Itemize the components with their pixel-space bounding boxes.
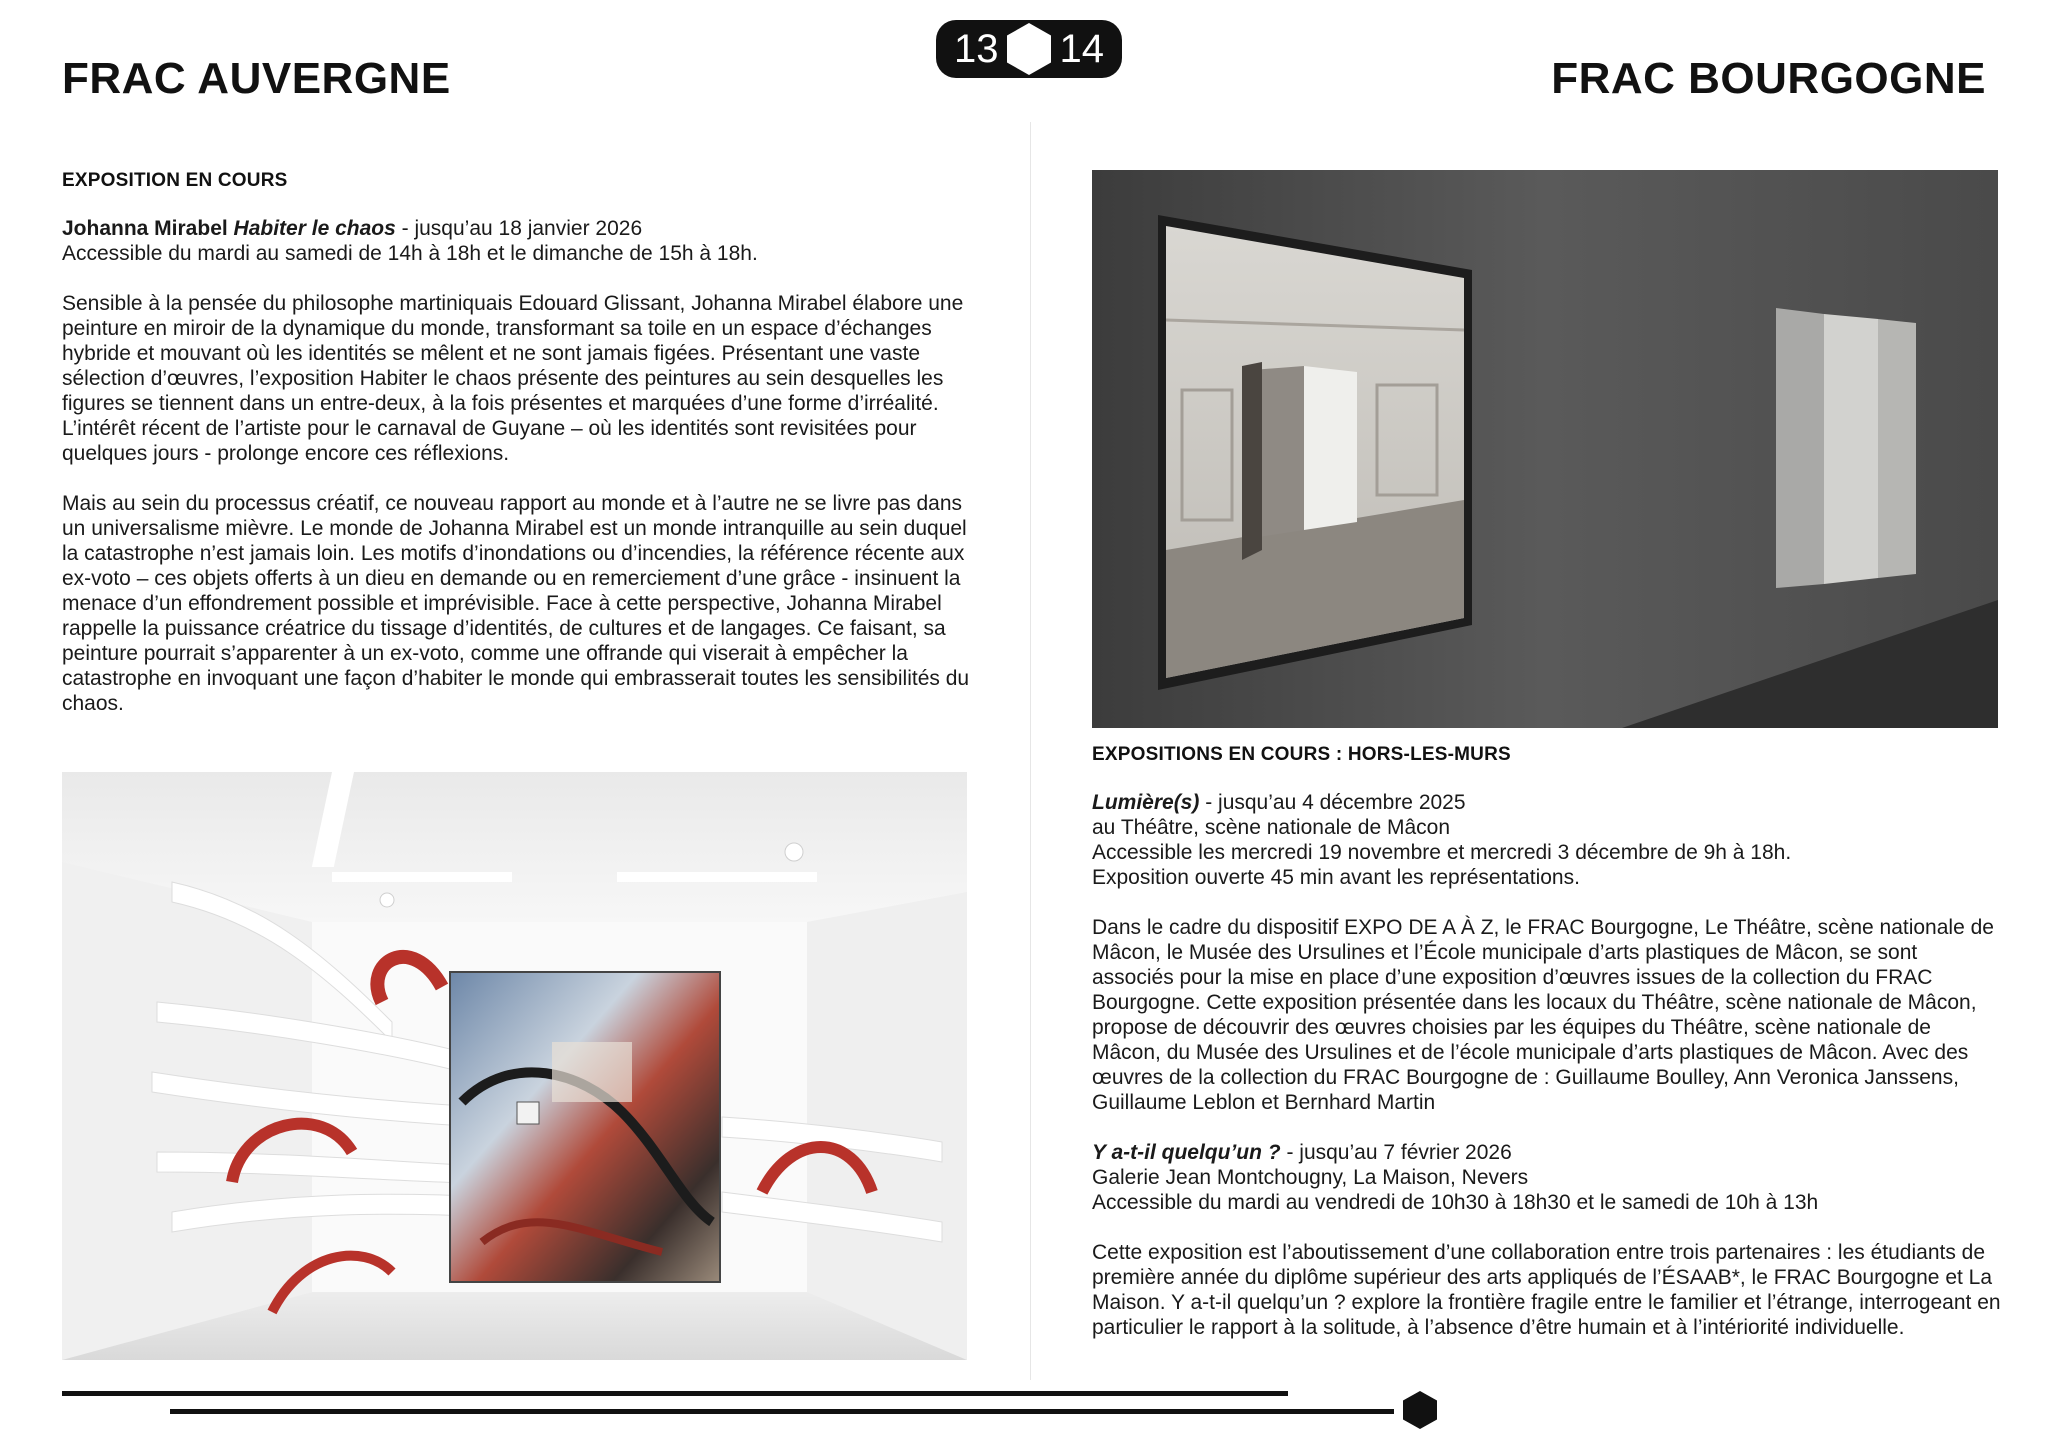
page-number-badge (936, 20, 1122, 78)
page-title-right: FRAC BOURGOGNE (1551, 54, 1986, 103)
gallery-installation-image (62, 772, 967, 1360)
right-article (1092, 790, 2002, 1340)
exhibition-dates: - jusqu’au 18 janvier 2026 (401, 217, 643, 240)
exhibition-header (62, 216, 972, 266)
exhibition-title: Habiter le chaos (233, 217, 396, 240)
page-title-left: FRAC AUVERGNE (62, 54, 451, 103)
left-article (62, 216, 972, 716)
exhibition-1-dates: - jusqu’au 4 décembre 2025 (1205, 791, 1466, 814)
artist-name: Johanna Mirabel (62, 217, 228, 240)
exhibition-photo-habiter-le-chaos (62, 772, 967, 1360)
exhibition-1-venue: au Théâtre, scène nationale de Mâcon (1092, 816, 1451, 839)
exhibition-1-title: Lumière(s) (1092, 791, 1200, 814)
article-paragraph-2: Mais au sein du processus créatif, ce nouveau rapport au monde et à l’autre ne se livre pas dans un universalisme mièvre. Le monde de Johanna Mirabel est un monde intranquille au sein duquel la catastrophe n’est jamais loin. Les motifs d’inondations ou d’incendies, la référence récente aux ex-voto – ces objets offerts à un dieu en demande ou en remerciement d’une grâce - insinuent la menace d’un effondrement possible et imprévisible. Face à cette perspective, Johanna Mirabel rappelle la puissance créatrice du tissage d’identités, de cultures et de langages. Ce faisant, sa peinture pourrait s’apparenter à un ex-voto, comme une offrande qui viserait à empêcher la catastrophe en invoquant une façon d’habiter le monde qui embrasserait toutes les sensibilités du chaos. (62, 492, 970, 715)
page-gutter-divider (1030, 122, 1031, 1380)
gallery-photograph-image (1092, 170, 1998, 728)
exhibition-2-header (1092, 1140, 2002, 1215)
exhibition-photo-lumieres (1092, 170, 1998, 728)
page-number-right: 14 (1059, 27, 1104, 71)
footer-rule-bottom (170, 1409, 1394, 1414)
exhibition-2-dates: - jusqu’au 7 février 2026 (1286, 1141, 1512, 1164)
footer-rule-top (62, 1391, 1288, 1396)
exhibition-1-hours: Accessible les mercredi 19 novembre et mercredi 3 décembre de 9h à 18h. (1092, 841, 1792, 864)
page-number-left: 13 (954, 27, 999, 71)
exhibition-1-note: Exposition ouverte 45 min avant les représentations. (1092, 866, 1580, 889)
exhibition-1-paragraph: Dans le cadre du dispositif EXPO DE A À Z, le FRAC Bourgogne, Le Théâtre, scène nationale de Mâcon, le Musée des Ursulines et l’École municipale d’arts plastiques de Mâcon, se sont associés pour la mise en place d’une exposition d’œuvres issues de la collection du FRAC Bourgogne. Cette exposition présentée dans les locaux du Théâtre, scène nationale de Mâcon, propose de découvrir des œuvres choisies par les équipes du Théâtre, scène nationale de Mâcon, du Musée des Ursulines et de l’école municipale d’arts plastiques de Mâcon. Avec des œuvres de la collection du FRAC Bourgogne de : Guillaume Boulley, Ann Veronica Janssens, Guillaume Leblon et Bernhard Martin (1092, 916, 1994, 1114)
section-label-current-exhibition: EXPOSITION EN COURS (62, 170, 288, 191)
section-label-off-site-exhibitions: EXPOSITIONS EN COURS : HORS-LES-MURS (1092, 744, 1511, 765)
exhibition-1-header (1092, 790, 2002, 890)
exhibition-2-paragraph: Cette exposition est l’aboutissement d’une collaboration entre trois partenaires : les étudiants de première année du diplôme supérieur des arts appliqués de l’ÉSAAB*, le FRAC Bourgogne et La Maison. Y a-t-il quelqu’un ? explore la frontière fragile entre le familier et l’étrange, interrogeant en particulier le rapport à la solitude, à l’absence d’être humain et à l’intériorité individuelle. (1092, 1241, 2001, 1339)
exhibition-2-hours: Accessible du mardi au vendredi de 10h30 à 18h30 et le samedi de 10h à 13h (1092, 1191, 1819, 1214)
article-paragraph-1: Sensible à la pensée du philosophe martiniquais Edouard Glissant, Johanna Mirabel élabore une peinture en miroir de la dynamique du monde, transformant sa toile en un espace d’échanges hybride et mouvant où les identités se mêlent et ne sont jamais figées. Présentant une vaste sélection d’œuvres, l’exposition Habiter le chaos présente des peintures au sein desquelles les figures se tiennent dans un entre-deux, à la fois présentes et marquées d’une forme d’irréalité. L’intérêt récent de l’artiste pour le carnaval de Guyane – où les identités sont revisitées pour quelques jours - prolonge encore ces réflexions. (62, 292, 964, 465)
exhibition-2-venue: Galerie Jean Montchougny, La Maison, Nevers (1092, 1166, 1529, 1189)
exhibition-2-title: Y a-t-il quelqu’un ? (1092, 1141, 1281, 1164)
hexagon-icon-footer (1402, 1390, 1438, 1430)
hexagon-icon (1001, 21, 1057, 77)
exhibition-hours: Accessible du mardi au samedi de 14h à 18h et le dimanche de 15h à 18h. (62, 242, 758, 265)
